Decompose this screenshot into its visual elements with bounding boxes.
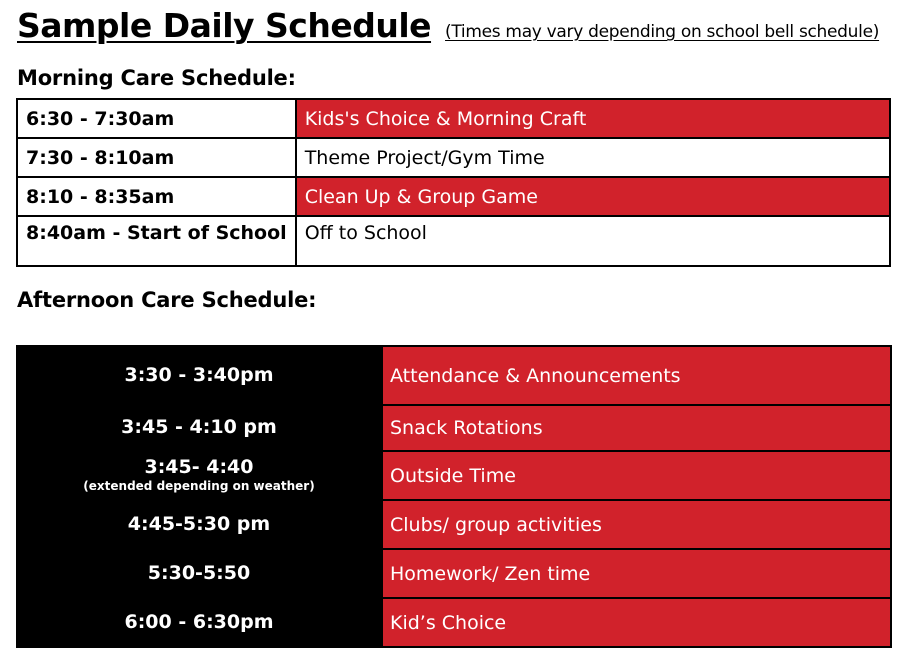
morning-time-cell: 8:10 - 8:35am [17, 177, 296, 216]
afternoon-activity-cell: Snack Rotations [383, 406, 890, 450]
afternoon-time-cell [16, 499, 382, 548]
afternoon-activity-cell: Kid’s Choice [383, 599, 890, 646]
table-row [16, 450, 892, 499]
afternoon-time-cell [16, 548, 382, 597]
table-row [16, 499, 892, 548]
afternoon-time: 4:45-5:30 pm [127, 512, 271, 535]
morning-activity-cell: Off to School [296, 216, 890, 266]
afternoon-schedule-table [16, 345, 892, 648]
morning-activity-cell: Theme Project/Gym Time [296, 138, 890, 177]
morning-schedule-table [16, 98, 891, 267]
table-row [17, 216, 890, 266]
afternoon-time: 5:30-5:50 [147, 561, 251, 584]
afternoon-activity-cell: Outside Time [383, 452, 890, 499]
morning-heading: Morning Care Schedule: [17, 66, 296, 90]
table-row [17, 177, 890, 216]
afternoon-activity-cell: Homework/ Zen time [383, 550, 890, 597]
table-row [16, 548, 892, 597]
morning-activity-cell: Kids's Choice & Morning Craft [296, 99, 890, 138]
afternoon-heading: Afternoon Care Schedule: [17, 288, 317, 312]
morning-time-cell: 6:30 - 7:30am [17, 99, 296, 138]
title-row [17, 6, 879, 45]
afternoon-time-cell [16, 345, 382, 404]
table-row [16, 597, 892, 646]
morning-time-cell: 7:30 - 8:10am [17, 138, 296, 177]
table-row [17, 99, 890, 138]
afternoon-time-note: (extended depending on weather) [83, 479, 315, 493]
table-row [16, 404, 892, 450]
afternoon-time: 3:30 - 3:40pm [124, 363, 274, 386]
table-row [17, 138, 890, 177]
afternoon-activity-cell: Attendance & Announcements [383, 347, 890, 404]
page-title: Sample Daily Schedule [17, 6, 432, 45]
table-row [16, 345, 892, 404]
afternoon-time-cell [16, 450, 382, 499]
afternoon-activity-cell: Clubs/ group activities [383, 501, 890, 548]
page-subtitle: (Times may vary depending on school bell schedule) [445, 22, 880, 42]
morning-activity-cell: Clean Up & Group Game [296, 177, 890, 216]
afternoon-time: 3:45 - 4:10 pm [121, 416, 277, 438]
afternoon-time: 3:45- 4:40 [144, 456, 254, 478]
afternoon-time-cell [16, 597, 382, 646]
afternoon-time: 6:00 - 6:30pm [124, 610, 274, 633]
morning-time-cell: 8:40am - Start of School [17, 216, 296, 266]
afternoon-time-cell [16, 404, 382, 450]
